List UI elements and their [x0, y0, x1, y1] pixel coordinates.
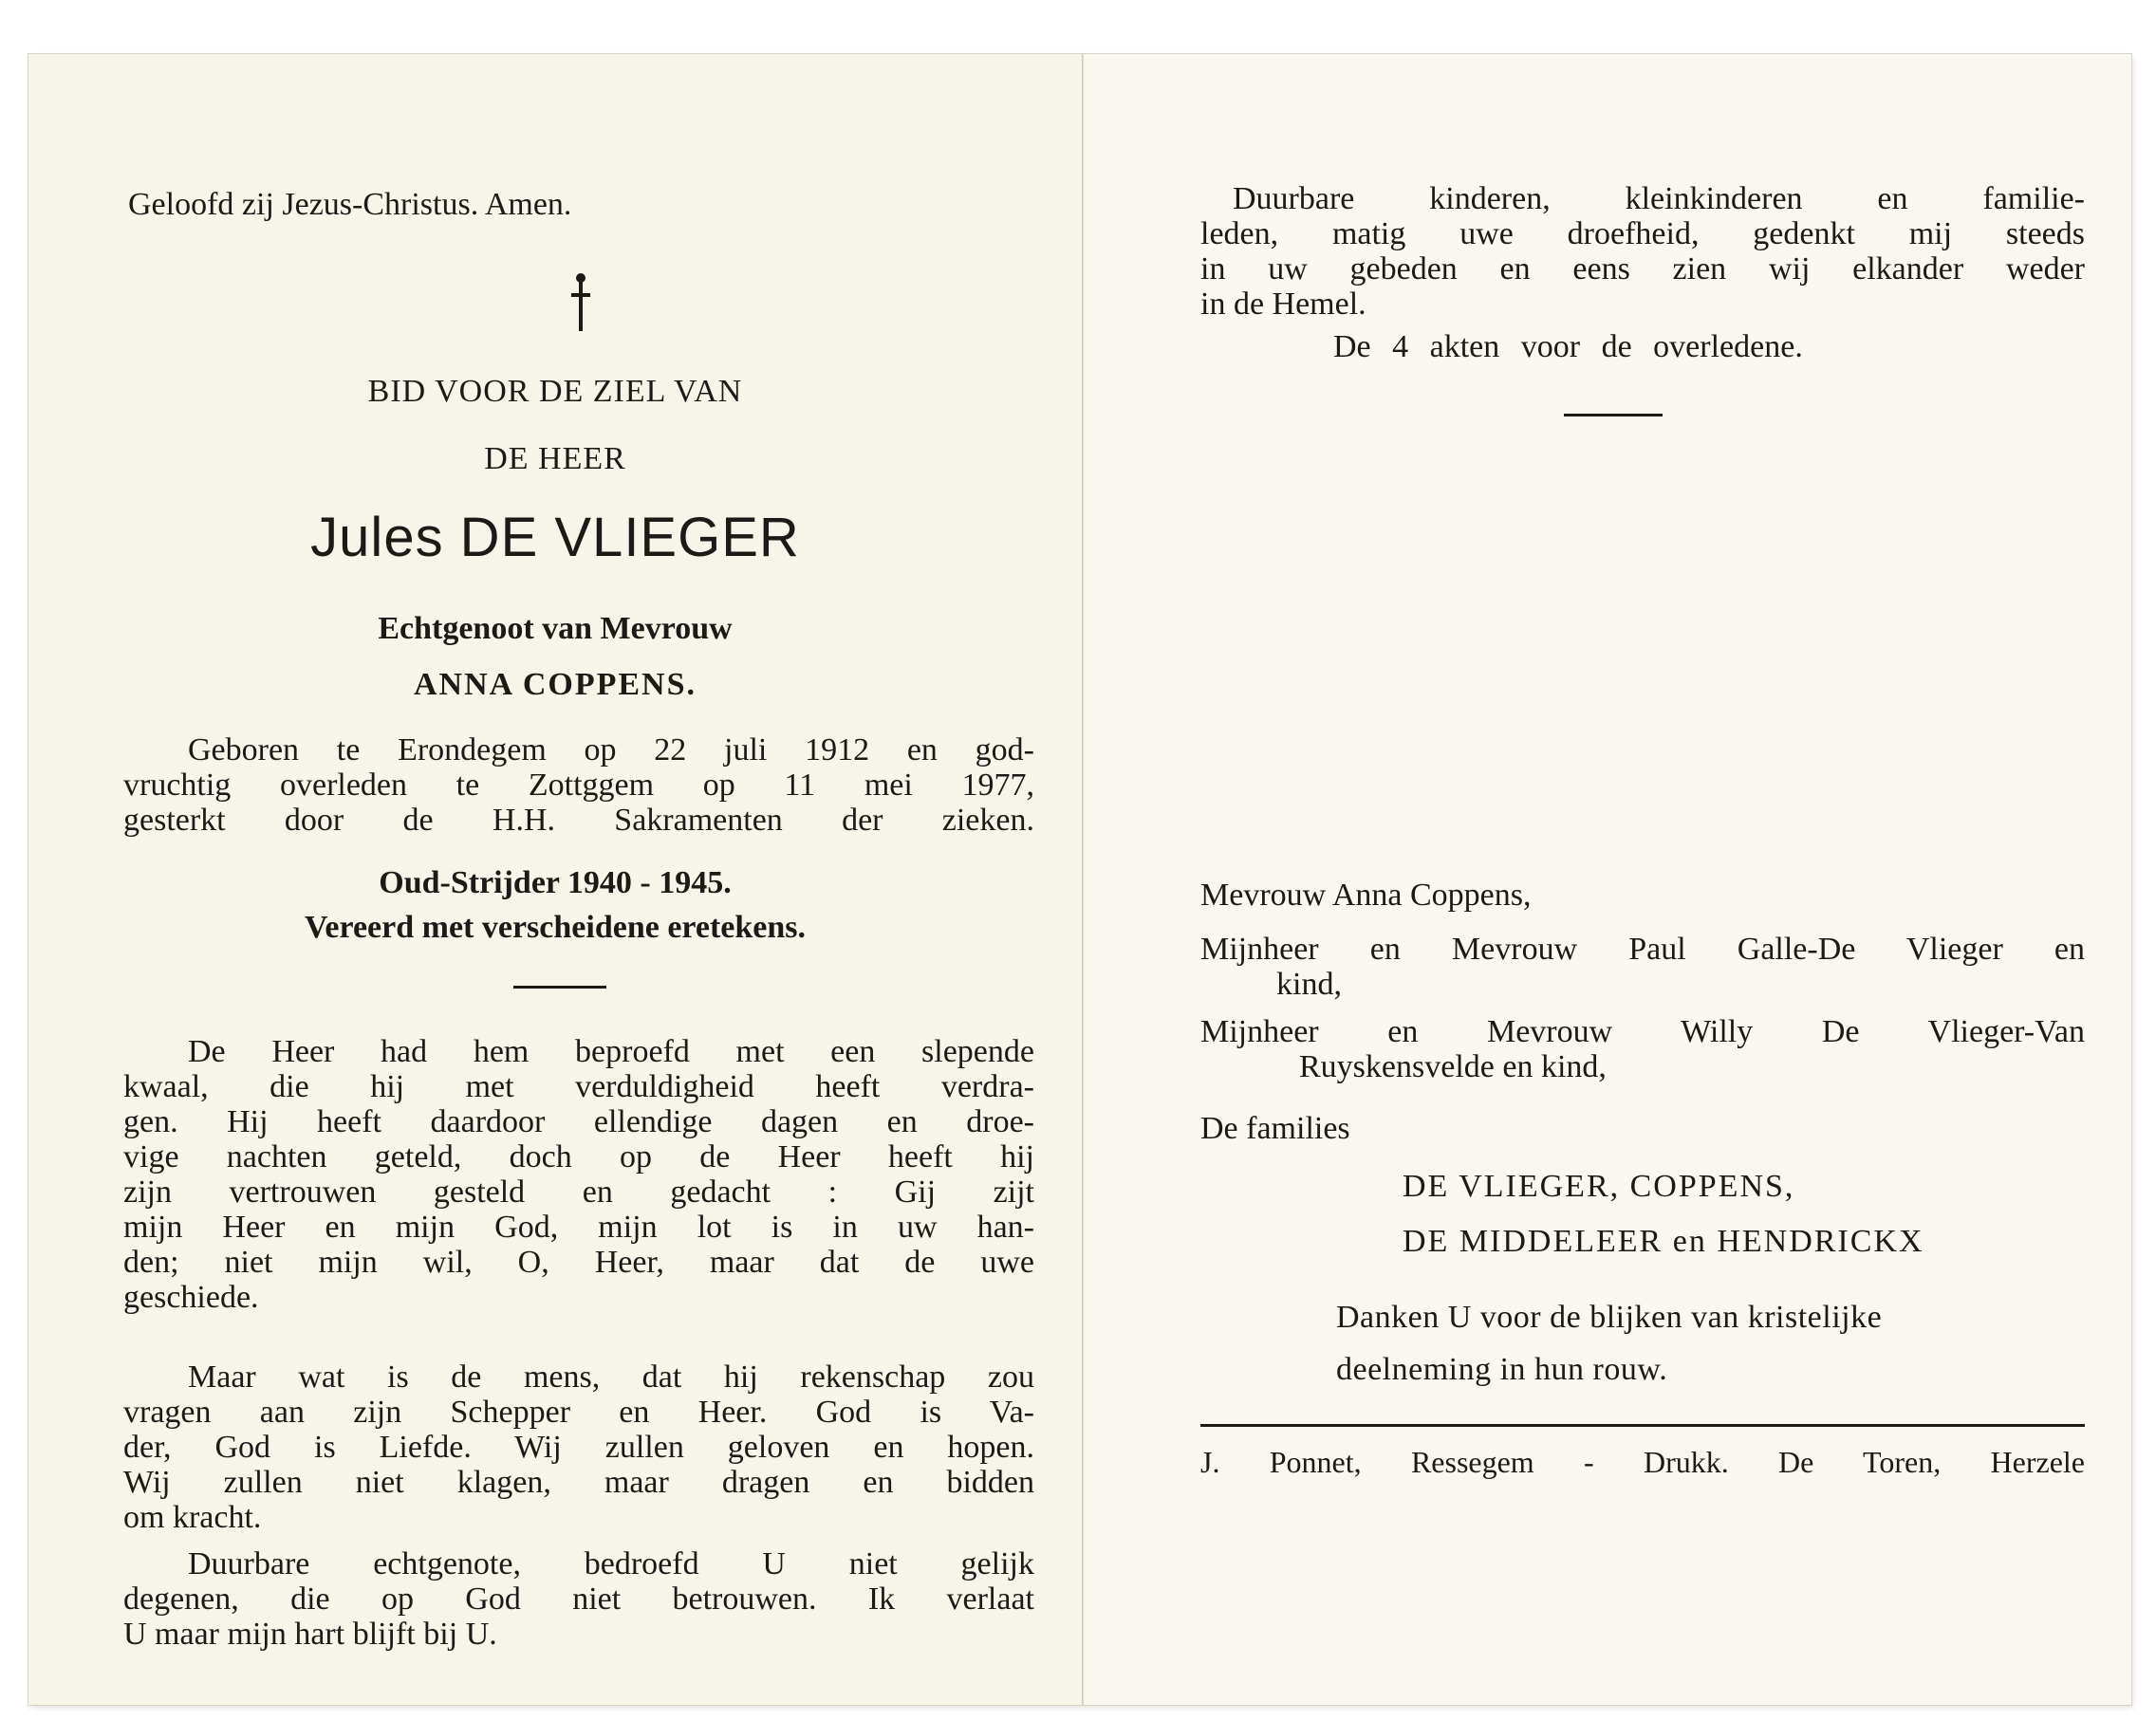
- printer-credit: J. Ponnet, Ressegem - Drukk. De Toren, Herzele: [1200, 1445, 2085, 1479]
- paragraph-1: [123, 1034, 1034, 1315]
- text-line: Maar wat is de mens, dat hij rekenschap zou: [188, 1359, 1034, 1395]
- text-line: in de Hemel.: [1200, 287, 1366, 322]
- text-line: Wij zullen niet klagen, maar dragen en bidden: [123, 1465, 1034, 1500]
- birth-line: Geboren te Erondegem op 22 juli 1912 en god-: [188, 732, 1034, 768]
- text-line: Duurbare echtgenote, bedroefd U niet gelijk: [188, 1546, 1034, 1581]
- veteran-line: Oud-Strijder 1940 - 1945.: [379, 865, 732, 900]
- left-panel: [28, 54, 1082, 1705]
- text-line: vragen aan zijn Schepper en Heer. God is Va-: [123, 1395, 1034, 1430]
- paragraph-3: [123, 1546, 1034, 1652]
- birth-paragraph: [123, 732, 1034, 838]
- families-line: DE VLIEGER, COPPENS,: [1403, 1169, 1795, 1204]
- mourner-line: Mijnheer en Mevrouw Willy De Vlieger-Van: [1200, 1014, 2085, 1049]
- text-line: in uw gebeden en eens zien wij elkander weder: [1200, 251, 2085, 287]
- birth-line: vruchtig overleden te Zottggem op 11 mei 1977,: [123, 768, 1034, 803]
- printer-rule: [1200, 1424, 2085, 1427]
- memorial-card: [28, 54, 2131, 1705]
- text-line: vige nachten geteld, doch op de Heer heeft hij: [123, 1139, 1034, 1174]
- divider: [1564, 414, 1663, 416]
- children-paragraph: [1200, 181, 2085, 322]
- paragraph-2: [123, 1359, 1034, 1535]
- invocation-line: Geloofd zij Jezus-Christus. Amen.: [128, 187, 572, 222]
- text-line: U maar mijn hart blijft bij U.: [123, 1617, 497, 1652]
- latin-cross-icon: [570, 272, 591, 333]
- title-line: DE HEER: [484, 441, 626, 476]
- thanks-line: deelneming in hun rouw.: [1336, 1352, 1668, 1387]
- text-line: om kracht.: [123, 1500, 262, 1535]
- text-line: gen. Hij heeft daardoor ellendige dagen en droe-: [123, 1104, 1034, 1139]
- families-line: DE MIDDELEER en HENDRICKX: [1403, 1224, 1924, 1259]
- birth-line: gesterkt door de H.H. Sakramenten der zieken.: [123, 803, 1034, 838]
- text-line: kwaal, die hij met verduldigheid heeft verdra-: [123, 1069, 1034, 1104]
- right-panel: [1084, 54, 2131, 1705]
- text-line: leden, matig uwe droefheid, gedenkt mij steeds: [1200, 216, 2085, 251]
- text-line: zijn vertrouwen gesteld en gedacht : Gij zijt: [123, 1174, 1034, 1210]
- text-line: den; niet mijn wil, O, Heer, maar dat de uwe: [123, 1245, 1034, 1280]
- mourner-entry: [1200, 932, 2085, 1002]
- spouse-label: Echtgenoot van Mevrouw: [378, 611, 733, 646]
- pray-for-soul-line: BID VOOR DE ZIEL VAN: [367, 374, 743, 409]
- text-line: Duurbare kinderen, kleinkinderen en familie-: [1233, 181, 2085, 216]
- honors-line: Vereerd met verscheidene eretekens.: [304, 910, 807, 945]
- spouse-name: ANNA COPPENS.: [413, 667, 697, 702]
- mourner-line: Mijnheer en Mevrouw Paul Galle-De Vlieger en: [1200, 932, 2085, 967]
- text-line: degenen, die op God niet betrouwen. Ik verlaat: [123, 1581, 1034, 1617]
- mourner-entry: [1200, 1014, 2085, 1084]
- akten-line: De 4 akten voor de overledene.: [1333, 329, 1803, 364]
- text-line: geschiede.: [123, 1280, 259, 1315]
- mourner-line: kind,: [1276, 967, 1342, 1002]
- mourner-line: Mevrouw Anna Coppens,: [1200, 878, 1532, 913]
- deceased-name: Jules DE VLIEGER: [310, 507, 800, 568]
- families-label: De families: [1200, 1111, 1350, 1146]
- mourner-line: Ruyskensvelde en kind,: [1299, 1049, 1607, 1084]
- thanks-line: Danken U voor de blijken van kristelijke: [1336, 1300, 1883, 1335]
- text-line: mijn Heer en mijn God, mijn lot is in uw han-: [123, 1210, 1034, 1245]
- divider: [513, 986, 606, 989]
- text-line: der, God is Liefde. Wij zullen geloven en hopen.: [123, 1430, 1034, 1465]
- text-line: De Heer had hem beproefd met een slepende: [188, 1034, 1034, 1069]
